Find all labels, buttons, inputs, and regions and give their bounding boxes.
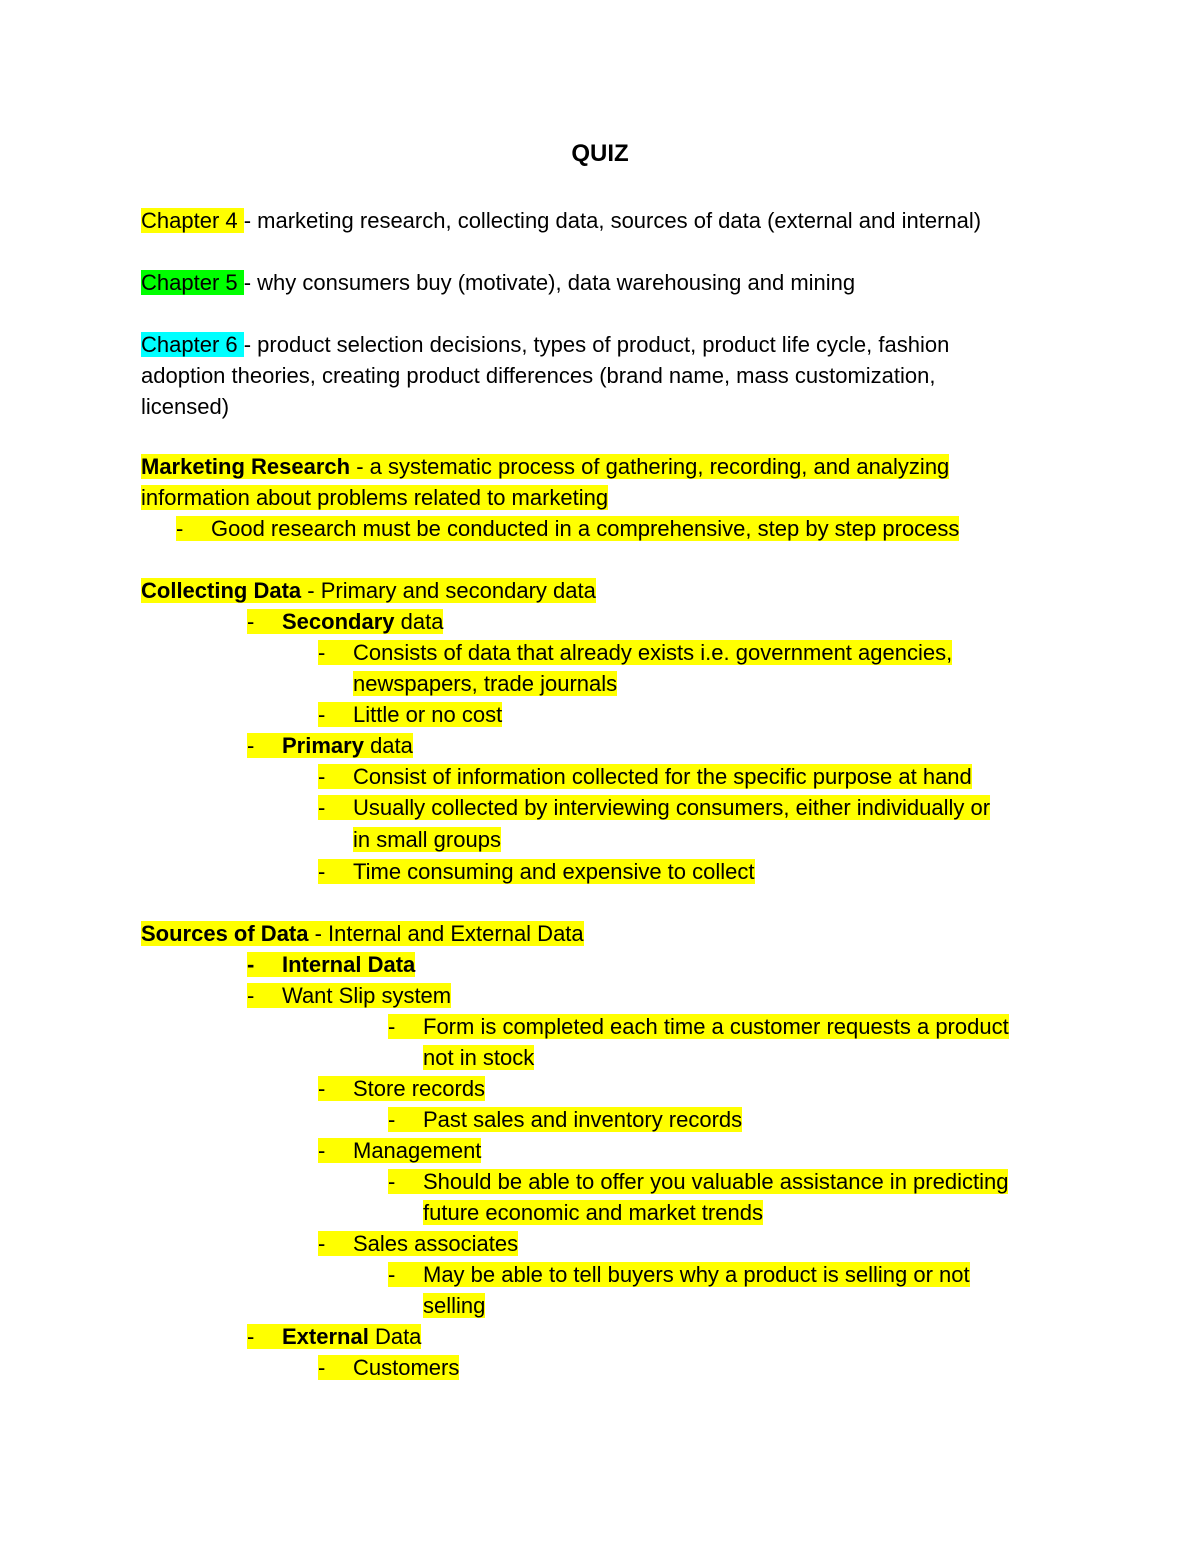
chapter-4-text: - marketing research, collecting data, sources of data (external and internal) bbox=[243, 208, 982, 233]
chapter-6-text: - product selection decisions, types of product, product life cycle, fashion adoption theories, creating product differences (brand name, mass customization, licensed) bbox=[141, 332, 950, 419]
bullet-dash: - bbox=[247, 952, 255, 977]
want-slip-point-1a: Form is completed each time a customer requests a product bbox=[423, 1014, 1009, 1039]
sources-term: Sources of Data bbox=[141, 921, 309, 946]
external-rest: Data bbox=[368, 1324, 422, 1349]
list-item bbox=[318, 1228, 518, 1259]
list-item bbox=[247, 980, 451, 1011]
list-item bbox=[318, 1352, 459, 1383]
list-item-continued bbox=[423, 1290, 485, 1321]
page-title: QUIZ bbox=[571, 140, 629, 167]
marketing-research-line-2 bbox=[141, 482, 608, 513]
list-item bbox=[388, 1259, 970, 1290]
secondary-bold: Secondary bbox=[282, 609, 395, 634]
customers: Customers bbox=[353, 1355, 460, 1380]
list-item bbox=[318, 1135, 481, 1166]
external-bold: External bbox=[282, 1324, 369, 1349]
want-slip-point-1b: not in stock bbox=[423, 1045, 535, 1070]
bullet-dash: - bbox=[318, 859, 326, 884]
secondary-point-1b: newspapers, trade journals bbox=[353, 671, 618, 696]
list-item bbox=[318, 792, 990, 823]
sales-associates-point-1a: May be able to tell buyers why a product is selling or not bbox=[423, 1262, 970, 1287]
sources-of-data-line bbox=[141, 918, 584, 949]
bullet-dash: - bbox=[247, 983, 255, 1008]
marketing-research-def-1: - a systematic process of gathering, recording, and analyzing bbox=[350, 454, 950, 479]
list-item-continued bbox=[353, 824, 501, 855]
list-item bbox=[176, 513, 959, 544]
bullet-dash: - bbox=[247, 609, 255, 634]
marketing-research-line-1 bbox=[141, 451, 949, 482]
management-point-1b: future economic and market trends bbox=[423, 1200, 763, 1225]
list-item-continued bbox=[423, 1042, 534, 1073]
primary-point-3: Time consuming and expensive to collect bbox=[353, 859, 755, 884]
want-slip-system: Want Slip system bbox=[282, 983, 452, 1008]
list-item bbox=[247, 1321, 421, 1352]
list-item bbox=[247, 949, 415, 980]
chapter-4-line bbox=[141, 205, 1061, 236]
list-item bbox=[318, 637, 952, 668]
collecting-data-line bbox=[141, 575, 596, 606]
management-point-1a: Should be able to offer you valuable assistance in predicting bbox=[423, 1169, 1009, 1194]
internal-data: Internal Data bbox=[282, 952, 416, 977]
list-item bbox=[388, 1104, 742, 1135]
primary-point-1: Consist of information collected for the specific purpose at hand bbox=[353, 764, 972, 789]
primary-rest: data bbox=[363, 733, 413, 758]
bullet-dash: - bbox=[318, 1355, 326, 1380]
bullet-dash: - bbox=[318, 702, 326, 727]
chapter-5-text: - why consumers buy (motivate), data warehousing and mining bbox=[243, 270, 856, 295]
secondary-point-1a: Consists of data that already exists i.e. government agencies, bbox=[353, 640, 953, 665]
sales-associates: Sales associates bbox=[353, 1231, 519, 1256]
list-item bbox=[318, 1073, 485, 1104]
collecting-data-term: Collecting Data bbox=[141, 578, 302, 603]
bullet-dash: - bbox=[388, 1107, 396, 1132]
chapter-6-label: Chapter 6 bbox=[141, 332, 244, 357]
list-item bbox=[388, 1166, 1008, 1197]
chapter-5-line bbox=[141, 267, 1061, 298]
primary-point-2a: Usually collected by interviewing consumers, either individually or bbox=[353, 795, 991, 820]
list-item bbox=[318, 856, 755, 887]
list-item bbox=[318, 699, 502, 730]
collecting-data-def: - Primary and secondary data bbox=[301, 578, 596, 603]
management: Management bbox=[353, 1138, 482, 1163]
chapter-4-label: Chapter 4 bbox=[141, 208, 244, 233]
bullet-dash: - bbox=[247, 1324, 255, 1349]
bullet-dash: - bbox=[388, 1169, 396, 1194]
sales-associates-point-1b: selling bbox=[423, 1293, 486, 1318]
store-records-point-1: Past sales and inventory records bbox=[423, 1107, 743, 1132]
list-item bbox=[318, 761, 972, 792]
list-item bbox=[388, 1011, 1009, 1042]
list-item bbox=[247, 730, 413, 761]
bullet-dash: - bbox=[247, 733, 255, 758]
marketing-research-bullet: Good research must be conducted in a comprehensive, step by step process bbox=[211, 516, 960, 541]
list-item bbox=[247, 606, 443, 637]
list-item-continued bbox=[423, 1197, 763, 1228]
bullet-dash: - bbox=[176, 516, 184, 541]
marketing-research-term: Marketing Research bbox=[141, 454, 351, 479]
secondary-rest: data bbox=[394, 609, 444, 634]
bullet-dash: - bbox=[318, 1231, 326, 1256]
bullet-dash: - bbox=[318, 1076, 326, 1101]
chapter-6-line bbox=[141, 329, 1021, 422]
sources-def: - Internal and External Data bbox=[308, 921, 584, 946]
primary-bold: Primary bbox=[282, 733, 364, 758]
bullet-dash: - bbox=[318, 795, 326, 820]
primary-point-2b: in small groups bbox=[353, 827, 501, 852]
bullet-dash: - bbox=[388, 1014, 396, 1039]
secondary-point-2: Little or no cost bbox=[353, 702, 503, 727]
bullet-dash: - bbox=[318, 640, 326, 665]
marketing-research-def-2: information about problems related to marketing bbox=[141, 485, 609, 510]
bullet-dash: - bbox=[318, 764, 326, 789]
list-item-continued bbox=[353, 668, 617, 699]
bullet-dash: - bbox=[318, 1138, 326, 1163]
bullet-dash: - bbox=[388, 1262, 396, 1287]
chapter-5-label: Chapter 5 bbox=[141, 270, 244, 295]
store-records: Store records bbox=[353, 1076, 486, 1101]
